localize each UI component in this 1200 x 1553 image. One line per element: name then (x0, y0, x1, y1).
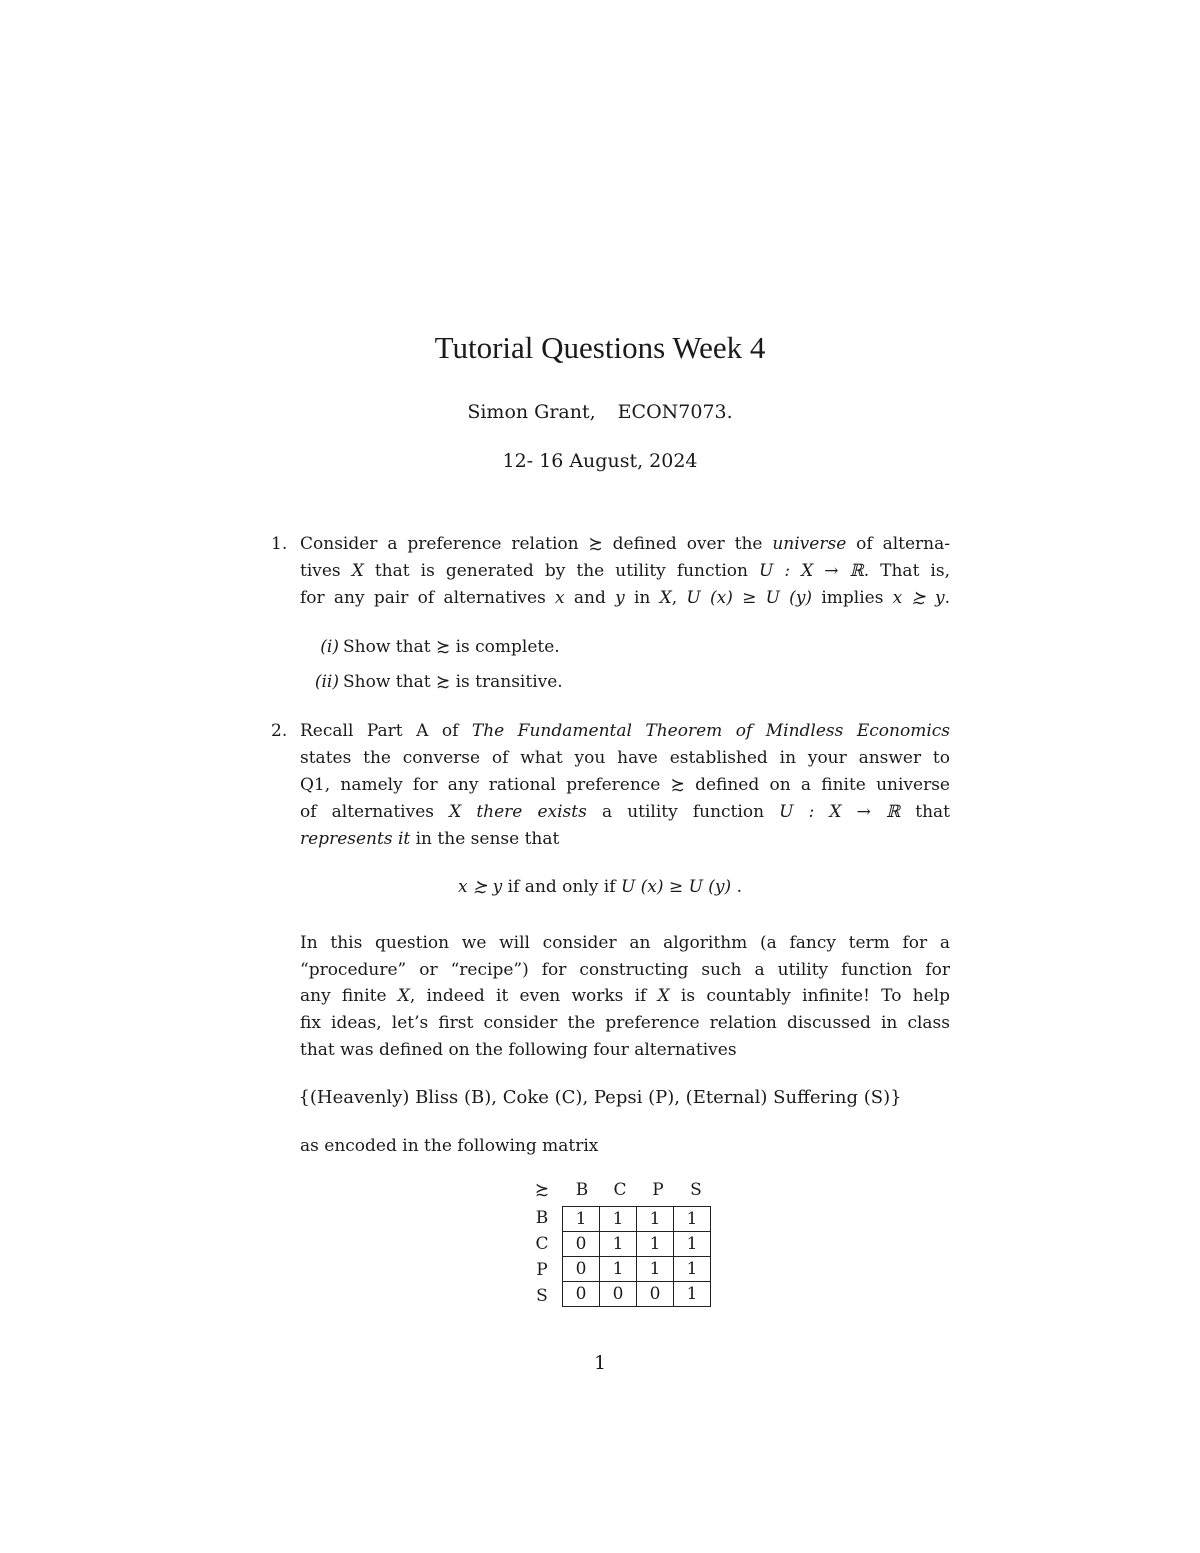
q1-part-i: (i) Show that ≿ is complete. (320, 637, 560, 657)
document-date: 12- 16 August, 2024 (502, 450, 698, 472)
q2-line-5: represents it in the sense that (300, 829, 560, 849)
author-line (0, 401, 1200, 423)
matrix-cell: 1 (637, 1257, 674, 1282)
q1-line-2: tives X that is generated by the utility function U : X → ℝ. That is, (300, 561, 950, 581)
matrix-cell: 1 (674, 1207, 711, 1232)
matrix-col-header: S (690, 1180, 702, 1200)
author-name: Simon Grant, (467, 401, 596, 423)
matrix-col-header: C (613, 1180, 627, 1200)
matrix-row-header: B (535, 1208, 549, 1228)
q2-para2-line-2: “procedure” or “recipe”) for constructing such a utility function for (300, 960, 950, 980)
matrix-cell: 1 (674, 1257, 711, 1282)
matrix-row (563, 1282, 711, 1307)
q1-line-3: for any pair of alternatives x and y in X, U (x) ≥ U (y) implies x ≿ y. (300, 588, 951, 608)
matrix-row-header: S (536, 1286, 548, 1306)
preference-matrix (562, 1206, 711, 1307)
matrix-cell: 0 (563, 1257, 600, 1282)
q2-para2-line-1: In this question we will consider an algorithm (a fancy term for a (300, 933, 950, 953)
matrix-col-header: B (575, 1180, 589, 1200)
matrix-cell: 0 (600, 1282, 637, 1307)
matrix-cell: 1 (563, 1207, 600, 1232)
question-2-number: 2. (271, 721, 288, 741)
matrix-cell: 1 (637, 1232, 674, 1257)
matrix-corner-symbol: ≿ (534, 1180, 550, 1200)
matrix-row (563, 1232, 711, 1257)
matrix-row-header: C (535, 1234, 549, 1254)
matrix-row-header: P (536, 1260, 548, 1280)
matrix-row (563, 1257, 711, 1282)
q2-line-1: Recall Part A of The Fundamental Theorem of Mindless Economics (300, 721, 950, 741)
matrix-cell: 0 (637, 1282, 674, 1307)
q2-line-2: states the converse of what you have established in your answer to (300, 748, 950, 768)
q2-para2-line-5: that was defined on the following four alternatives (300, 1040, 737, 1060)
question-1-number: 1. (271, 534, 288, 554)
q1-line-1: Consider a preference relation ≿ defined over the universe of alterna- (300, 534, 950, 554)
matrix-cell: 0 (563, 1282, 600, 1307)
course-code: ECON7073. (617, 401, 733, 423)
q2-equation: x ≿ y if and only if U (x) ≥ U (y) . (458, 877, 742, 897)
q1-part-ii: (ii) Show that ≿ is transitive. (314, 672, 563, 692)
matrix-cell: 1 (600, 1257, 637, 1282)
matrix-cell: 1 (600, 1232, 637, 1257)
q2-encoded-line: as encoded in the following matrix (300, 1136, 599, 1156)
q2-para2-line-3: any finite X, indeed it even works if X is countably infinite! To help (300, 986, 950, 1006)
matrix-col-header: P (652, 1180, 664, 1200)
q2-para2-line-4: fix ideas, let’s first consider the preference relation discussed in class (300, 1013, 950, 1033)
document-title: Tutorial Questions Week 4 (434, 330, 766, 365)
matrix-row (563, 1207, 711, 1232)
matrix-cell: 0 (563, 1232, 600, 1257)
matrix-cell: 1 (674, 1282, 711, 1307)
matrix-cell: 1 (600, 1207, 637, 1232)
alternatives-set: {(Heavenly) Bliss (B), Coke (C), Pepsi (P), (Eternal) Suffering (S)} (298, 1087, 902, 1108)
q2-line-3: Q1, namely for any rational preference ≿ defined on a finite universe (300, 775, 950, 795)
matrix-cell: 1 (637, 1207, 674, 1232)
matrix-cell: 1 (674, 1232, 711, 1257)
preference-symbol: ≿ (588, 534, 603, 554)
q2-line-4: of alternatives X there exists a utility function U : X → ℝ that (300, 802, 951, 822)
page-number: 1 (593, 1352, 607, 1374)
